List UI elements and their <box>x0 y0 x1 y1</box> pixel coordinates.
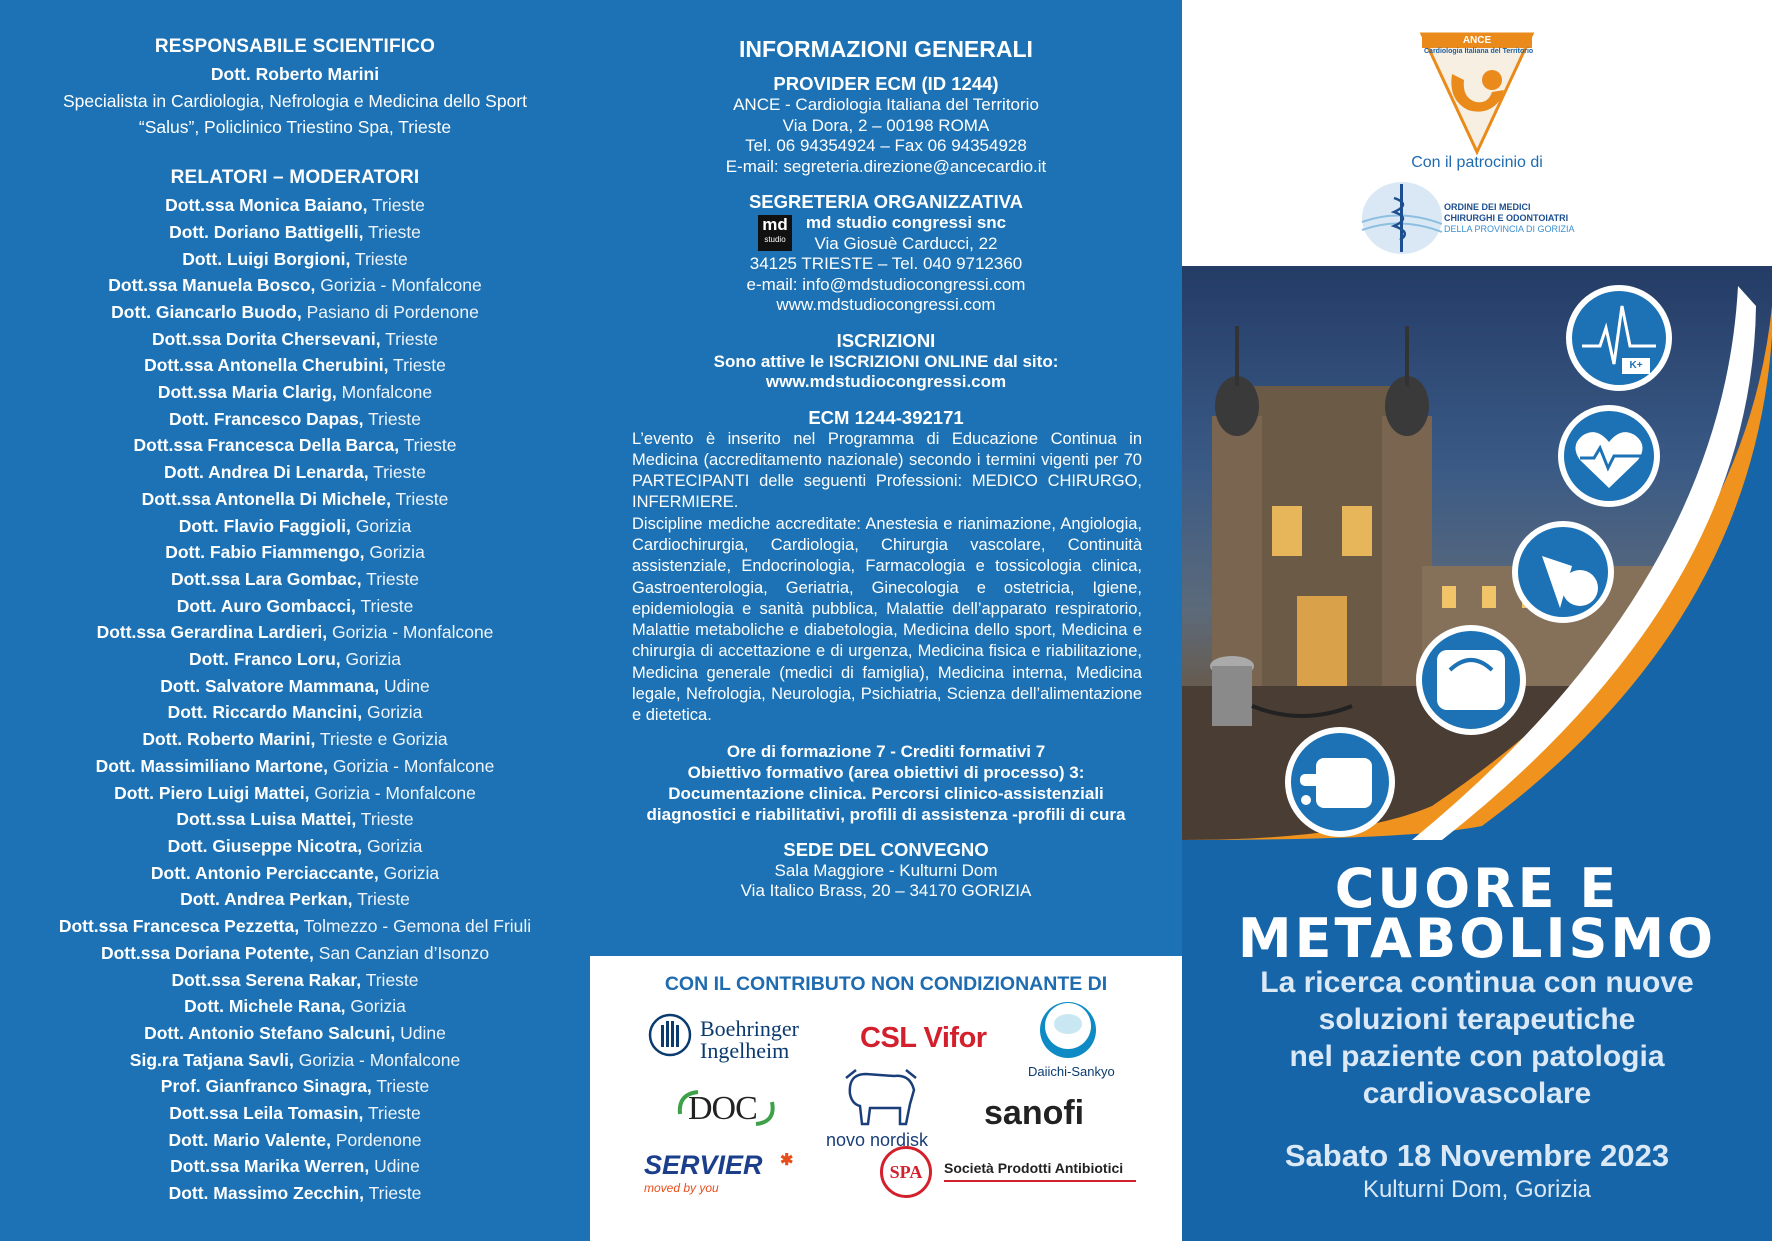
relatore-name: Dott.ssa Manuela Bosco, <box>108 275 316 296</box>
novo-bull-icon <box>836 1064 926 1130</box>
ordine-line2: CHIRURGHI E ODONTOIATRI <box>1444 213 1569 223</box>
relatore-place: Trieste <box>403 435 457 456</box>
servier-logo <box>644 1150 794 1200</box>
relatore-row <box>30 513 560 540</box>
relatore-place: Trieste <box>368 221 421 242</box>
relatore-name: Dott.ssa Antonella Cherubini, <box>144 355 389 376</box>
relatore-place: Trieste <box>360 595 414 616</box>
relatore-row <box>30 780 560 807</box>
relatore-row <box>30 1127 560 1154</box>
cover-title-line2: METABOLISMO <box>1237 907 1717 970</box>
relatore-name: Dott.ssa Marika Werren, <box>170 1156 370 1177</box>
relatore-name: Dott. Piero Luigi Mattei, <box>114 782 310 803</box>
relatore-row <box>30 352 560 379</box>
relatore-place: Trieste <box>393 355 446 376</box>
relatore-name: Dott.ssa Francesca Della Barca, <box>133 435 400 456</box>
formazione-line: Ore di formazione 7 - Crediti formativi 7 <box>726 741 1046 761</box>
provider-line: Tel. 06 94354924 – Fax 06 94354928 <box>745 136 1027 155</box>
relatore-row <box>30 967 560 994</box>
relatore-name: Dott. Massimiliano Martone, <box>95 755 329 776</box>
relatore-name: Dott. Doriano Battigelli, <box>169 221 364 242</box>
relatore-name: Dott. Andrea Perkan, <box>180 889 353 910</box>
relatore-place: Trieste <box>365 969 419 990</box>
sanofi-logo: sanofi <box>984 1094 1085 1132</box>
relatore-place: Udine <box>400 1022 446 1043</box>
relatore-place: Gorizia - Monfalcone <box>331 622 494 643</box>
ordine-logo <box>1360 178 1600 258</box>
patrocinio-text: Con il patrocinio di <box>1411 154 1543 171</box>
novo-name: novo nordisk <box>826 1130 929 1150</box>
relatore-name: Dott.ssa Luisa Mattei, <box>176 809 357 830</box>
relatori-list <box>30 192 560 1207</box>
segreteria-line: e-mail: info@mdstudiocongressi.com <box>746 274 1026 294</box>
boehringer-logo <box>648 1012 818 1062</box>
formazione-line: Documentazione clinica. Percorsi clinico-assistenziali <box>668 783 1104 803</box>
ance-logo-subtitle: Cardiologia Italiana del Territorio <box>1424 48 1534 55</box>
cover-photo <box>1182 266 1772 840</box>
relatore-row <box>30 406 560 433</box>
relatore-name: Dott. Roberto Marini, <box>142 729 316 750</box>
relatore-place: Gorizia - Monfalcone <box>332 755 495 776</box>
relatore-row <box>30 913 560 940</box>
event-date: Sabato 18 Novembre 2023 <box>1284 1138 1670 1173</box>
ance-logo <box>1418 30 1536 156</box>
relatore-name: Dott. Michele Rana, <box>184 996 346 1017</box>
segreteria-line: Via Giosuè Carducci, 22 <box>814 233 998 253</box>
relatore-name: Dott. Luigi Borgioni, <box>182 248 351 269</box>
relatore-place: Gorizia <box>355 515 412 536</box>
speakers-panel <box>0 0 590 1241</box>
boehringer-name2: Ingelheim <box>700 1038 790 1063</box>
relatore-place: Trieste <box>357 889 410 910</box>
relatore-row <box>30 1020 560 1047</box>
iscrizioni-title: ISCRIZIONI <box>836 329 936 351</box>
cover-title-line1: CUORE E <box>1334 857 1620 920</box>
cover-panel <box>1182 0 1772 1241</box>
relatore-place: Trieste <box>360 809 414 830</box>
relatore-place: Trieste <box>376 1076 430 1097</box>
relatore-row <box>30 726 560 753</box>
md-logo-bottom: studio <box>764 235 786 244</box>
relatore-name: Dott.ssa Dorita Chersevani, <box>152 328 381 349</box>
formazione-line: Obiettivo formativo (area obiettivi di processo) 3: <box>687 762 1085 782</box>
iscrizioni-line: Sono attive le ISCRIZIONI ONLINE dal sito: <box>713 351 1059 371</box>
formazione-line: diagnostici e riabilitativi, profili di assistenza -profili di cura <box>646 804 1126 824</box>
servier-star-icon: ✱ <box>780 1152 794 1169</box>
sede-block <box>590 839 1182 902</box>
provider-block <box>590 73 1182 177</box>
relatore-row <box>30 299 560 326</box>
segreteria-name: md studio congressi snc <box>805 213 1007 232</box>
provider-title: PROVIDER ECM (ID 1244) <box>773 73 999 94</box>
responsabile-title: RESPONSABILE SCIENTIFICO <box>154 36 436 57</box>
relatore-place: San Canzian d’Isonzo <box>318 942 490 963</box>
cover-subtitle <box>1182 964 1772 1112</box>
relatore-place: Gorizia <box>366 702 423 723</box>
responsabile-desc: Specialista in Cardiologia, Nefrologia e Medicina dello Sport <box>62 90 527 111</box>
md-studio-logo <box>758 215 792 251</box>
relatore-place: Trieste e Gorizia <box>319 729 448 750</box>
cover-logos <box>1182 0 1772 266</box>
relatore-place: Gorizia - Monfalcone <box>298 1049 461 1070</box>
ecm-title: ECM 1244-392171 <box>808 406 964 428</box>
relatore-row <box>30 1073 560 1100</box>
relatore-row <box>30 940 560 967</box>
info-title: INFORMAZIONI GENERALI <box>739 36 1033 62</box>
subtitle-line: La ricerca continua con nuove <box>1260 966 1694 999</box>
relatore-row <box>30 619 560 646</box>
relatore-name: Dott.ssa Monica Baiano, <box>165 195 368 216</box>
ecm-block <box>590 407 1182 727</box>
servier-name: SERVIER <box>644 1150 763 1180</box>
relatore-name: Dott.ssa Gerardina Lardieri, <box>96 622 328 643</box>
relatore-name: Dott.ssa Doriana Potente, <box>100 942 314 963</box>
spa-underline <box>944 1180 1136 1182</box>
relatore-place: Trieste <box>395 488 449 509</box>
relatore-name: Dott. Auro Gombacci, <box>176 595 356 616</box>
relatore-row <box>30 432 560 459</box>
relatore-row <box>30 326 560 353</box>
provider-line: ANCE - Cardiologia Italiana del Territorio <box>733 95 1039 114</box>
segreteria-line: 34125 TRIESTE – Tel. 040 9712360 <box>749 254 1023 273</box>
provider-line: Via Dora, 2 – 00198 ROMA <box>782 115 990 135</box>
relatore-name: Dott. Francesco Dapas, <box>169 408 364 429</box>
church-illustration <box>1182 266 1772 840</box>
relatore-name: Dott. Giuseppe Nicotra, <box>167 835 363 856</box>
potassium-label: K+ <box>1629 360 1643 371</box>
relatore-row <box>30 673 560 700</box>
relatore-place: Pasiano di Pordenone <box>306 301 479 322</box>
relatore-row <box>30 192 560 219</box>
relatore-name: Dott. Andrea Di Lenarda, <box>164 462 369 483</box>
relatore-name: Dott. Giancarlo Buodo, <box>111 301 302 322</box>
relatore-place: Trieste <box>368 408 421 429</box>
relatore-place: Trieste <box>385 328 438 349</box>
formazione-block <box>590 741 1182 825</box>
ordine-line3: DELLA PROVINCIA DI GORIZIA <box>1444 224 1575 234</box>
subtitle-line: cardiovascolare <box>1362 1077 1592 1110</box>
sponsors-box <box>590 956 1182 1241</box>
relatore-name: Dott. Fabio Fiammengo, <box>165 542 365 563</box>
subtitle-line: soluzioni terapeutiche <box>1318 1003 1636 1036</box>
ecm-text: L’evento è inserito nel Programma di Educazione Continua in Medicina (accreditamento nazionale) secondo i termini vigenti per 70 PARTECIPANTI delle seguenti Professioni: MEDICO CHIRURGO, INFERMIERE. <box>632 429 1142 512</box>
segreteria-block <box>590 191 1182 316</box>
relatore-name: Dott. Massimo Zecchin, <box>168 1183 365 1204</box>
relatore-place: Gorizia <box>366 835 423 856</box>
relatore-place: Gorizia - Monfalcone <box>314 782 476 803</box>
relatore-name: Dott.ssa Francesca Pezzetta, <box>58 916 300 937</box>
ance-logo-title: ANCE <box>1462 35 1492 46</box>
relatore-row <box>30 566 560 593</box>
relatore-row <box>30 699 560 726</box>
spa-circle-icon <box>880 1146 932 1198</box>
sede-line: Sala Maggiore - Kulturni Dom <box>774 860 998 880</box>
relatore-place: Udine <box>383 675 430 696</box>
ordine-line1: ORDINE DEI MEDICI <box>1444 202 1531 212</box>
md-logo-top: md <box>762 215 788 234</box>
responsabile-name: Dott. Roberto Marini <box>210 64 380 84</box>
discipline-text: Discipline mediche accreditate: Anestesia e rianimazione, Angiologia, Cardiochirurgia, Cardiologia, Chirurgia vascolare, Continuità assistenziale, Endocrinologia, Farmacologia e tossicologia clinica, Gastroenterologia, Geriatria, Ginecologia e ostetricia, Igiene, epidemiologia e sanità pubblica, Malattie dell’apparato respiratorio, Malattie metaboliche e diabetologia, Medicina dello sport, Medicina e chirurgia di accettazione e di urgenza, Medicina fisica e riabilitazione, Medicina generale (medici di famiglia), Medicina interna, Medicina legale, Nefrologia, Neurologia, Psichiatria, Scienza dell’alimentazione e dietetica. <box>632 514 1142 725</box>
spa-logo-text: SPA <box>889 1162 923 1182</box>
relatore-row <box>30 806 560 833</box>
relatore-name: Dott. Riccardo Mancini, <box>167 702 363 723</box>
relatore-row <box>30 1153 560 1180</box>
iscrizioni-link[interactable]: www.mdstudiocongressi.com <box>765 372 1007 391</box>
relatore-name: Dott.ssa Maria Clarig, <box>157 382 337 403</box>
relatore-place: Pordenone <box>335 1129 422 1150</box>
sponsors-title: CON IL CONTRIBUTO NON CONDIZIONANTE DI <box>664 973 1108 995</box>
relatore-place: Monfalcone <box>341 382 433 403</box>
relatore-row <box>30 272 560 299</box>
daiichi-logo <box>1028 1000 1115 1080</box>
relatore-row <box>30 219 560 246</box>
relatore-name: Dott. Flavio Faggioli, <box>178 515 351 536</box>
relatore-row <box>30 646 560 673</box>
relatore-row <box>30 860 560 887</box>
relatore-name: Sig.ra Tatjana Savli, <box>129 1049 294 1070</box>
spa-name: Società Prodotti Antibiotici <box>944 1160 1124 1176</box>
provider-line: E-mail: segreteria.direzione@ancecardio.it <box>725 156 1047 176</box>
iscrizioni-block <box>590 330 1182 393</box>
relatore-name: Dott. Salvatore Mammana, <box>160 675 380 696</box>
relatore-name: Prof. Gianfranco Sinagra, <box>160 1076 372 1097</box>
boehringer-icon <box>648 1012 692 1058</box>
relatore-place: Trieste <box>367 1103 421 1124</box>
relatore-name: Dott. Antonio Perciaccante, <box>150 862 379 883</box>
relatore-place: Trieste <box>373 462 426 483</box>
relatore-place: Trieste <box>354 248 408 269</box>
csl-vifor-logo: CSL Vifor <box>860 1022 987 1054</box>
relatore-place: Udine <box>374 1156 420 1177</box>
relatore-row <box>30 1180 560 1207</box>
daiichi-name: Daiichi-Sankyo <box>1028 1064 1115 1079</box>
relatore-row <box>30 379 560 406</box>
segreteria-line: www.mdstudiocongressi.com <box>776 295 996 314</box>
ordine-caduceus-icon <box>1360 178 1444 258</box>
segreteria-title: SEGRETERIA ORGANIZZATIVA <box>748 191 1024 212</box>
doc-logo <box>672 1086 782 1132</box>
relatore-row <box>30 539 560 566</box>
servier-tagline: moved by you <box>644 1181 719 1195</box>
event-venue: Kulturni Dom, Gorizia <box>1362 1176 1592 1203</box>
relatore-place: Trieste <box>371 195 425 216</box>
relatore-place: Trieste <box>366 568 419 589</box>
doc-name: DOC <box>688 1090 757 1127</box>
relatore-place: Gorizia <box>369 542 425 563</box>
relatore-name: Dott.ssa Leila Tomasin, <box>169 1103 364 1124</box>
relatori-title: RELATORI – MODERATORI <box>170 167 420 189</box>
relatore-row <box>30 886 560 913</box>
relatore-row <box>30 833 560 860</box>
relatore-row <box>30 246 560 273</box>
sede-title: SEDE DEL CONVEGNO <box>783 838 989 860</box>
relatore-name: Dott.ssa Serena Rakar, <box>171 969 362 990</box>
relatore-row <box>30 753 560 780</box>
boehringer-name1: Boehringer <box>700 1016 799 1041</box>
relatore-row <box>30 486 560 513</box>
relatore-name: Dott.ssa Antonella Di Michele, <box>141 488 391 509</box>
relatore-place: Gorizia <box>345 649 401 670</box>
novo-nordisk-logo <box>826 1064 936 1154</box>
subtitle-line: nel paziente con patologia <box>1289 1040 1665 1073</box>
relatore-place: Trieste <box>368 1183 422 1204</box>
info-panel <box>590 0 1182 1241</box>
relatore-name: Dott. Mario Valente, <box>168 1129 331 1150</box>
relatore-name: Dott.ssa Lara Gombac, <box>170 568 362 589</box>
relatore-name: Dott. Franco Loru, <box>189 649 341 670</box>
relatore-place: Gorizia <box>383 862 440 883</box>
sede-line: Via Italico Brass, 20 – 34170 GORIZIA <box>740 881 1032 901</box>
relatore-row <box>30 1047 560 1074</box>
spa-logo <box>880 1146 1140 1202</box>
relatore-name: Dott. Antonio Stefano Salcuni, <box>144 1022 396 1043</box>
relatore-row <box>30 993 560 1020</box>
relatore-row <box>30 593 560 620</box>
daiichi-icon <box>1036 1000 1100 1062</box>
relatore-place: Gorizia <box>350 996 406 1017</box>
relatore-row <box>30 1100 560 1127</box>
relatore-place: Tolmezzo - Gemona del Friuli <box>303 916 532 937</box>
responsabile-affiliation: “Salus”, Policlinico Triestino Spa, Trieste <box>138 117 452 138</box>
relatore-place: Gorizia - Monfalcone <box>320 275 482 296</box>
relatore-row <box>30 459 560 486</box>
